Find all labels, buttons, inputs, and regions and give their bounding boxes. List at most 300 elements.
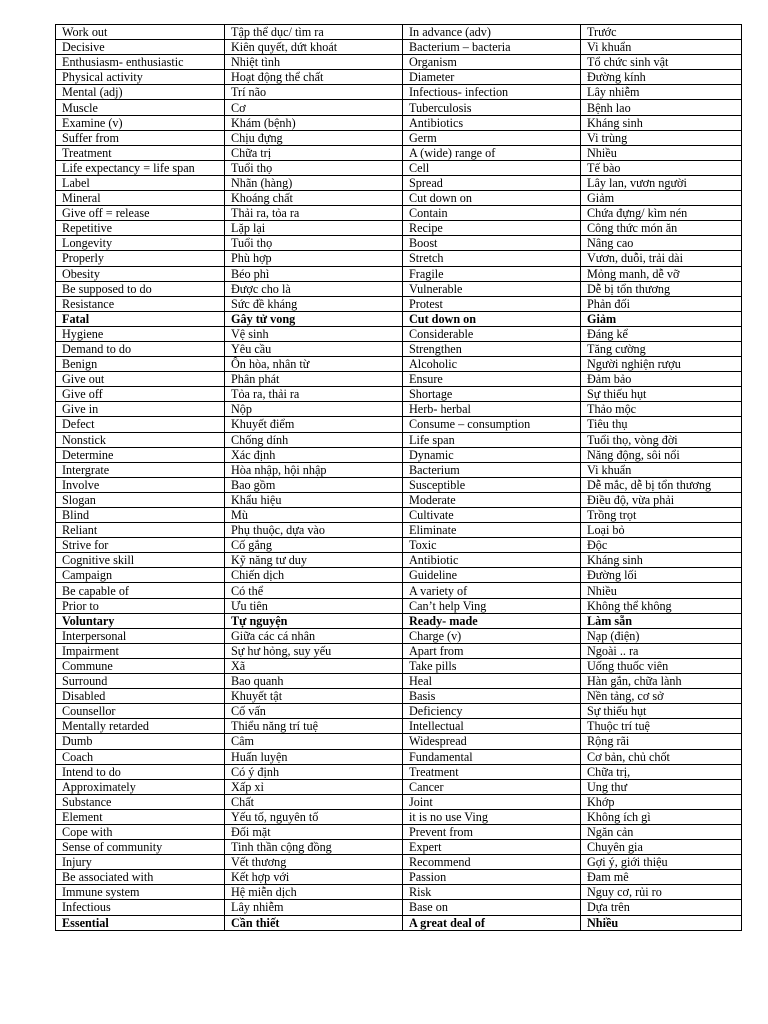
english-term-cell: Ready- made [403, 613, 581, 628]
table-row [56, 447, 742, 462]
table-row [56, 55, 742, 70]
english-term-cell: Treatment [403, 764, 581, 779]
vietnamese-meaning-cell: Phù hợp [225, 251, 403, 266]
english-term-cell: Life expectancy = life span [56, 160, 225, 175]
english-term-cell: Prior to [56, 598, 225, 613]
vietnamese-meaning-cell: Nền tảng, cơ sở [581, 689, 742, 704]
english-term-cell: Fundamental [403, 749, 581, 764]
vietnamese-meaning-cell: Khuyết điểm [225, 417, 403, 432]
vietnamese-meaning-cell: Khám (bệnh) [225, 115, 403, 130]
vietnamese-meaning-cell: Vi khuẩn [581, 462, 742, 477]
vietnamese-meaning-cell: Chứa đựng/ kìm nén [581, 206, 742, 221]
table-row [56, 885, 742, 900]
vietnamese-meaning-cell: Thuộc trí tuệ [581, 719, 742, 734]
english-term-cell: Element [56, 809, 225, 824]
english-term-cell: Cancer [403, 779, 581, 794]
vietnamese-meaning-cell: Ôn hòa, nhân từ [225, 357, 403, 372]
english-term-cell: Boost [403, 236, 581, 251]
english-term-cell: Cut down on [403, 311, 581, 326]
vietnamese-meaning-cell: Cơ [225, 100, 403, 115]
vietnamese-meaning-cell: Tập thể dục/ tìm ra [225, 25, 403, 40]
english-term-cell: Treatment [56, 145, 225, 160]
vietnamese-meaning-cell: Cơ bản, chủ chốt [581, 749, 742, 764]
vietnamese-meaning-cell: Rộng rãi [581, 734, 742, 749]
vietnamese-meaning-cell: Giảm [581, 311, 742, 326]
table-row [56, 387, 742, 402]
vietnamese-meaning-cell: Chữa trị, [581, 764, 742, 779]
vietnamese-meaning-cell: Thảo mộc [581, 402, 742, 417]
english-term-cell: Cultivate [403, 508, 581, 523]
english-term-cell: Longevity [56, 236, 225, 251]
english-term-cell: Determine [56, 447, 225, 462]
english-term-cell: Joint [403, 794, 581, 809]
vietnamese-meaning-cell: Kháng sinh [581, 553, 742, 568]
english-term-cell: Considerable [403, 326, 581, 341]
table-row [56, 85, 742, 100]
table-row [56, 613, 742, 628]
vietnamese-meaning-cell: Sự thiếu hụt [581, 387, 742, 402]
vietnamese-meaning-cell: Tổ chức sinh vật [581, 55, 742, 70]
english-term-cell: Tuberculosis [403, 100, 581, 115]
table-row [56, 794, 742, 809]
english-term-cell: Benign [56, 357, 225, 372]
english-term-cell: A variety of [403, 583, 581, 598]
vietnamese-meaning-cell: Trước [581, 25, 742, 40]
english-term-cell: Strengthen [403, 341, 581, 356]
table-row [56, 115, 742, 130]
english-term-cell: Properly [56, 251, 225, 266]
table-row [56, 568, 742, 583]
english-term-cell: Voluntary [56, 613, 225, 628]
english-term-cell: Coach [56, 749, 225, 764]
english-term-cell: Give off = release [56, 206, 225, 221]
english-term-cell: Reliant [56, 523, 225, 538]
english-term-cell: Hygiene [56, 326, 225, 341]
vietnamese-meaning-cell: Cố gắng [225, 538, 403, 553]
vietnamese-meaning-cell: Chịu đựng [225, 130, 403, 145]
vietnamese-meaning-cell: Tinh thần cộng đồng [225, 840, 403, 855]
table-row [56, 628, 742, 643]
table-row [56, 341, 742, 356]
english-term-cell: Interpersonal [56, 628, 225, 643]
vietnamese-meaning-cell: Tuổi thọ, vòng đời [581, 432, 742, 447]
english-term-cell: Nonstick [56, 432, 225, 447]
table-row [56, 583, 742, 598]
vietnamese-meaning-cell: Kiên quyết, dứt khoát [225, 40, 403, 55]
english-term-cell: In advance (adv) [403, 25, 581, 40]
vietnamese-meaning-cell: Bao gồm [225, 477, 403, 492]
english-term-cell: Repetitive [56, 221, 225, 236]
english-term-cell: Sense of community [56, 840, 225, 855]
english-term-cell: Heal [403, 674, 581, 689]
english-term-cell: Shortage [403, 387, 581, 402]
table-row [56, 221, 742, 236]
english-term-cell: Resistance [56, 296, 225, 311]
vietnamese-meaning-cell: Phân phát [225, 372, 403, 387]
english-term-cell: Cope with [56, 824, 225, 839]
english-term-cell: Ensure [403, 372, 581, 387]
english-term-cell: Take pills [403, 658, 581, 673]
vietnamese-meaning-cell: Không ích gì [581, 809, 742, 824]
english-term-cell: Vulnerable [403, 281, 581, 296]
english-term-cell: Suffer from [56, 130, 225, 145]
english-term-cell: Give in [56, 402, 225, 417]
english-term-cell: Protest [403, 296, 581, 311]
table-row [56, 492, 742, 507]
english-term-cell: Organism [403, 55, 581, 70]
vietnamese-meaning-cell: Tiêu thụ [581, 417, 742, 432]
english-term-cell: Essential [56, 915, 225, 930]
vietnamese-meaning-cell: Khoáng chất [225, 191, 403, 206]
english-term-cell: Cut down on [403, 191, 581, 206]
english-term-cell: Cognitive skill [56, 553, 225, 568]
table-row [56, 764, 742, 779]
english-term-cell: Involve [56, 477, 225, 492]
table-row [56, 719, 742, 734]
table-row [56, 251, 742, 266]
english-term-cell: Dumb [56, 734, 225, 749]
english-term-cell: Surround [56, 674, 225, 689]
vietnamese-meaning-cell: Xác định [225, 447, 403, 462]
english-term-cell: Give out [56, 372, 225, 387]
english-term-cell: Obesity [56, 266, 225, 281]
english-term-cell: Approximately [56, 779, 225, 794]
vietnamese-meaning-cell: Xã [225, 658, 403, 673]
vietnamese-meaning-cell: Giảm [581, 191, 742, 206]
vietnamese-meaning-cell: Đường kính [581, 70, 742, 85]
vietnamese-meaning-cell: Kết hợp với [225, 870, 403, 885]
vietnamese-meaning-cell: Nộp [225, 402, 403, 417]
vietnamese-meaning-cell: Tuổi thọ [225, 160, 403, 175]
english-term-cell: Mineral [56, 191, 225, 206]
vietnamese-meaning-cell: Cố vấn [225, 704, 403, 719]
english-term-cell: Commune [56, 658, 225, 673]
vietnamese-meaning-cell: Hoạt động thể chất [225, 70, 403, 85]
vietnamese-meaning-cell: Hòa nhập, hội nhập [225, 462, 403, 477]
vietnamese-meaning-cell: Tế bào [581, 160, 742, 175]
vietnamese-meaning-cell: Hàn gắn, chữa lành [581, 674, 742, 689]
english-term-cell: Guideline [403, 568, 581, 583]
vietnamese-meaning-cell: Uống thuốc viên [581, 658, 742, 673]
table-row [56, 100, 742, 115]
vietnamese-meaning-cell: Độc [581, 538, 742, 553]
table-row [56, 281, 742, 296]
table-row [56, 809, 742, 824]
english-term-cell: Muscle [56, 100, 225, 115]
vietnamese-meaning-cell: Lây lan, vươn người [581, 175, 742, 190]
vocabulary-table [55, 24, 742, 931]
vietnamese-meaning-cell: Cần thiết [225, 915, 403, 930]
english-term-cell: Infectious [56, 900, 225, 915]
vietnamese-meaning-cell: Hệ miễn dịch [225, 885, 403, 900]
english-term-cell: Deficiency [403, 704, 581, 719]
english-term-cell: Work out [56, 25, 225, 40]
table-row [56, 870, 742, 885]
english-term-cell: Recommend [403, 855, 581, 870]
english-term-cell: Stretch [403, 251, 581, 266]
english-term-cell: Blind [56, 508, 225, 523]
english-term-cell: Moderate [403, 492, 581, 507]
table-row [56, 824, 742, 839]
table-row [56, 326, 742, 341]
vietnamese-meaning-cell: Trồng trọt [581, 508, 742, 523]
vietnamese-meaning-cell: Bao quanh [225, 674, 403, 689]
english-term-cell: Fragile [403, 266, 581, 281]
vietnamese-meaning-cell: Tăng cường [581, 341, 742, 356]
table-row [56, 160, 742, 175]
english-term-cell: Base on [403, 900, 581, 915]
english-term-cell: Life span [403, 432, 581, 447]
table-row [56, 402, 742, 417]
table-row [56, 855, 742, 870]
vietnamese-meaning-cell: Mù [225, 508, 403, 523]
english-term-cell: Toxic [403, 538, 581, 553]
table-row [56, 538, 742, 553]
table-row [56, 779, 742, 794]
table-row [56, 25, 742, 40]
table-row [56, 175, 742, 190]
english-term-cell: Passion [403, 870, 581, 885]
vietnamese-meaning-cell: Có thể [225, 583, 403, 598]
table-row [56, 749, 742, 764]
table-row [56, 704, 742, 719]
vietnamese-meaning-cell: Lây nhiễm [581, 85, 742, 100]
vietnamese-meaning-cell: Chuyên gia [581, 840, 742, 855]
english-term-cell: it is no use Ving [403, 809, 581, 824]
table-row [56, 236, 742, 251]
english-term-cell: Mentally retarded [56, 719, 225, 734]
vietnamese-meaning-cell: Trí não [225, 85, 403, 100]
vietnamese-meaning-cell: Dễ mắc, dễ bị tổn thương [581, 477, 742, 492]
vietnamese-meaning-cell: Ngăn cản [581, 824, 742, 839]
english-term-cell: Substance [56, 794, 225, 809]
english-term-cell: Herb- herbal [403, 402, 581, 417]
english-term-cell: Be associated with [56, 870, 225, 885]
english-term-cell: Cell [403, 160, 581, 175]
table-row [56, 840, 742, 855]
vietnamese-meaning-cell: Gây tử vong [225, 311, 403, 326]
english-term-cell: Demand to do [56, 341, 225, 356]
vietnamese-meaning-cell: Câm [225, 734, 403, 749]
vietnamese-meaning-cell: Khẩu hiệu [225, 492, 403, 507]
vietnamese-meaning-cell: Khuyết tật [225, 689, 403, 704]
english-term-cell: Defect [56, 417, 225, 432]
english-term-cell: Intellectual [403, 719, 581, 734]
table-row [56, 266, 742, 281]
english-term-cell: Injury [56, 855, 225, 870]
vietnamese-meaning-cell: Khớp [581, 794, 742, 809]
vietnamese-meaning-cell: Chống dính [225, 432, 403, 447]
vietnamese-meaning-cell: Kỹ năng tư duy [225, 553, 403, 568]
vietnamese-meaning-cell: Xấp xỉ [225, 779, 403, 794]
english-term-cell: Alcoholic [403, 357, 581, 372]
table-row [56, 462, 742, 477]
english-term-cell: Disabled [56, 689, 225, 704]
vietnamese-meaning-cell: Ung thư [581, 779, 742, 794]
vietnamese-meaning-cell: Lặp lại [225, 221, 403, 236]
english-term-cell: Apart from [403, 643, 581, 658]
vietnamese-meaning-cell: Tuổi thọ [225, 236, 403, 251]
english-term-cell: Widespread [403, 734, 581, 749]
vietnamese-meaning-cell: Được cho là [225, 281, 403, 296]
vietnamese-meaning-cell: Có ý định [225, 764, 403, 779]
english-term-cell: Susceptible [403, 477, 581, 492]
english-term-cell: Charge (v) [403, 628, 581, 643]
vietnamese-meaning-cell: Dễ bị tổn thương [581, 281, 742, 296]
vietnamese-meaning-cell: Vết thương [225, 855, 403, 870]
english-term-cell: Antibiotics [403, 115, 581, 130]
english-term-cell: Be capable of [56, 583, 225, 598]
vietnamese-meaning-cell: Đối mặt [225, 824, 403, 839]
english-term-cell: Spread [403, 175, 581, 190]
table-row [56, 432, 742, 447]
english-term-cell: Physical activity [56, 70, 225, 85]
vietnamese-meaning-cell: Huấn luyện [225, 749, 403, 764]
english-term-cell: Decisive [56, 40, 225, 55]
vietnamese-meaning-cell: Tỏa ra, thải ra [225, 387, 403, 402]
vietnamese-meaning-cell: Béo phì [225, 266, 403, 281]
english-term-cell: Fatal [56, 311, 225, 326]
vietnamese-meaning-cell: Người nghiện rượu [581, 357, 742, 372]
english-term-cell: Enthusiasm- enthusiastic [56, 55, 225, 70]
vietnamese-meaning-cell: Thải ra, tỏa ra [225, 206, 403, 221]
vietnamese-meaning-cell: Ưu tiên [225, 598, 403, 613]
vietnamese-meaning-cell: Nạp (điện) [581, 628, 742, 643]
vietnamese-meaning-cell: Nhiệt tình [225, 55, 403, 70]
vietnamese-meaning-cell: Chiến dịch [225, 568, 403, 583]
english-term-cell: Give off [56, 387, 225, 402]
vietnamese-meaning-cell: Đáng kể [581, 326, 742, 341]
table-row [56, 915, 742, 930]
english-term-cell: Expert [403, 840, 581, 855]
vietnamese-meaning-cell: Mỏng manh, dễ vỡ [581, 266, 742, 281]
english-term-cell: Can’t help Ving [403, 598, 581, 613]
english-term-cell: Intergrate [56, 462, 225, 477]
vietnamese-meaning-cell: Năng động, sôi nổi [581, 447, 742, 462]
table-row [56, 658, 742, 673]
english-term-cell: Basis [403, 689, 581, 704]
vietnamese-meaning-cell: Gợi ý, giới thiệu [581, 855, 742, 870]
table-row [56, 689, 742, 704]
english-term-cell: Slogan [56, 492, 225, 507]
english-term-cell: Bacterium – bacteria [403, 40, 581, 55]
table-row [56, 145, 742, 160]
english-term-cell: Bacterium [403, 462, 581, 477]
vietnamese-meaning-cell: Bệnh lao [581, 100, 742, 115]
english-term-cell: Campaign [56, 568, 225, 583]
english-term-cell: Diameter [403, 70, 581, 85]
vietnamese-meaning-cell: Nhiều [581, 145, 742, 160]
vietnamese-meaning-cell: Lây nhiễm [225, 900, 403, 915]
english-term-cell: Label [56, 175, 225, 190]
english-term-cell: A great deal of [403, 915, 581, 930]
vietnamese-meaning-cell: Phản đối [581, 296, 742, 311]
table-row [56, 130, 742, 145]
vietnamese-meaning-cell: Yếu tố, nguyên tố [225, 809, 403, 824]
vietnamese-meaning-cell: Loại bỏ [581, 523, 742, 538]
vietnamese-meaning-cell: Điều độ, vừa phải [581, 492, 742, 507]
table-row [56, 523, 742, 538]
table-row [56, 900, 742, 915]
vocabulary-table-body [56, 25, 742, 931]
vietnamese-meaning-cell: Nâng cao [581, 236, 742, 251]
english-term-cell: Germ [403, 130, 581, 145]
english-term-cell: Consume – consumption [403, 417, 581, 432]
vietnamese-meaning-cell: Nhiều [581, 915, 742, 930]
vietnamese-meaning-cell: Đảm bảo [581, 372, 742, 387]
table-row [56, 508, 742, 523]
table-row [56, 206, 742, 221]
vietnamese-meaning-cell: Vươn, duỗi, trải dài [581, 251, 742, 266]
vietnamese-meaning-cell: Công thức món ăn [581, 221, 742, 236]
vietnamese-meaning-cell: Tự nguyện [225, 613, 403, 628]
english-term-cell: Contain [403, 206, 581, 221]
english-term-cell: Intend to do [56, 764, 225, 779]
vietnamese-meaning-cell: Ngoài .. ra [581, 643, 742, 658]
vietnamese-meaning-cell: Không thể không [581, 598, 742, 613]
vietnamese-meaning-cell: Nhãn (hàng) [225, 175, 403, 190]
table-row [56, 417, 742, 432]
english-term-cell: Be supposed to do [56, 281, 225, 296]
table-row [56, 191, 742, 206]
table-row [56, 40, 742, 55]
vietnamese-meaning-cell: Sự hư hỏng, suy yếu [225, 643, 403, 658]
vietnamese-meaning-cell: Vi khuẩn [581, 40, 742, 55]
english-term-cell: Prevent from [403, 824, 581, 839]
vietnamese-meaning-cell: Nguy cơ, rủi ro [581, 885, 742, 900]
table-row [56, 311, 742, 326]
english-term-cell: Risk [403, 885, 581, 900]
vietnamese-meaning-cell: Làm sẵn [581, 613, 742, 628]
vietnamese-meaning-cell: Vi trùng [581, 130, 742, 145]
english-term-cell: Infectious- infection [403, 85, 581, 100]
table-row [56, 643, 742, 658]
vietnamese-meaning-cell: Đam mê [581, 870, 742, 885]
vietnamese-meaning-cell: Vệ sinh [225, 326, 403, 341]
vietnamese-meaning-cell: Kháng sinh [581, 115, 742, 130]
table-row [56, 372, 742, 387]
vietnamese-meaning-cell: Nhiều [581, 583, 742, 598]
vietnamese-meaning-cell: Giữa các cá nhân [225, 628, 403, 643]
english-term-cell: Examine (v) [56, 115, 225, 130]
table-row [56, 357, 742, 372]
table-row [56, 553, 742, 568]
english-term-cell: Antibiotic [403, 553, 581, 568]
table-row [56, 477, 742, 492]
english-term-cell: Strive for [56, 538, 225, 553]
english-term-cell: Mental (adj) [56, 85, 225, 100]
vietnamese-meaning-cell: Đường lối [581, 568, 742, 583]
vietnamese-meaning-cell: Dựa trên [581, 900, 742, 915]
english-term-cell: A (wide) range of [403, 145, 581, 160]
english-term-cell: Counsellor [56, 704, 225, 719]
table-row [56, 70, 742, 85]
table-row [56, 734, 742, 749]
english-term-cell: Immune system [56, 885, 225, 900]
table-row [56, 296, 742, 311]
vietnamese-meaning-cell: Chữa trị [225, 145, 403, 160]
vietnamese-meaning-cell: Phụ thuộc, dựa vào [225, 523, 403, 538]
english-term-cell: Impairment [56, 643, 225, 658]
table-row [56, 674, 742, 689]
table-row [56, 598, 742, 613]
vietnamese-meaning-cell: Sức đề kháng [225, 296, 403, 311]
vietnamese-meaning-cell: Chất [225, 794, 403, 809]
english-term-cell: Dynamic [403, 447, 581, 462]
english-term-cell: Eliminate [403, 523, 581, 538]
english-term-cell: Recipe [403, 221, 581, 236]
vietnamese-meaning-cell: Yêu cầu [225, 341, 403, 356]
